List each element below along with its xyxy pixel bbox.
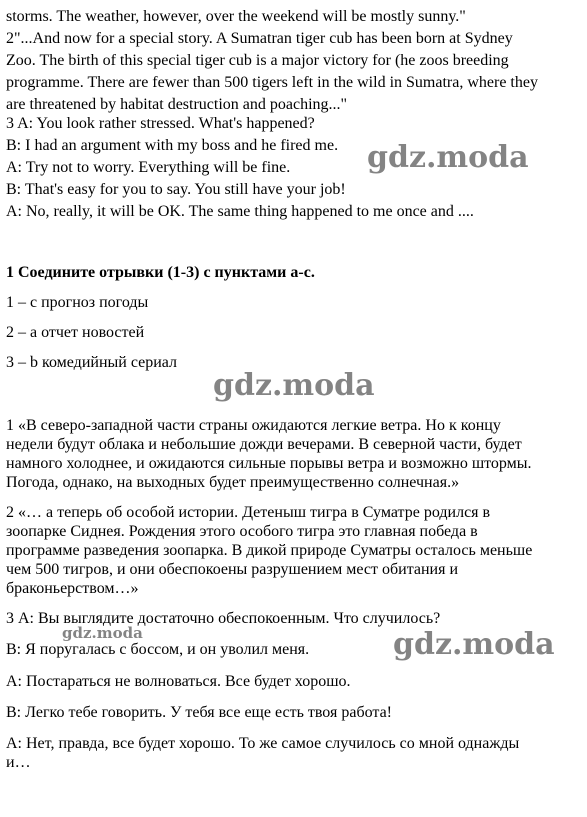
answer-line: 2 – а отчет новостей bbox=[6, 324, 145, 341]
translation-line: чем 500 тигров, и они обеспокоены разрушением мест обитания и bbox=[6, 561, 459, 578]
answer-line: 1 – с прогноз погоды bbox=[6, 294, 149, 311]
task-heading: 1 Соедините отрывки (1-3) с пунктами а-с. bbox=[6, 264, 315, 281]
translation-line: 2 «… а теперь об особой истории. Детеныш тигра в Суматре родился в bbox=[6, 504, 491, 521]
translation-dialogue-line: А: Нет, правда, все будет хорошо. То же самое случилось со мной однажды bbox=[6, 735, 520, 752]
translation-line: браконьерством…» bbox=[6, 580, 139, 597]
translation-line: программе разведения зоопарка. В дикой природе Суматры осталось меньше bbox=[6, 542, 533, 559]
english-line: storms. The weather, however, over the weekend will be mostly sunny." bbox=[6, 8, 466, 25]
watermark-logo: gdz.moda bbox=[213, 368, 375, 403]
dialogue-line: B: That's easy for you to say. You still have your job! bbox=[6, 181, 346, 198]
translation-line: намного холоднее, и ожидаются сильные порывы ветра и возможно штормы. bbox=[6, 455, 532, 472]
watermark-logo: gdz.moda bbox=[62, 624, 143, 642]
translation-dialogue-line: и… bbox=[6, 754, 31, 771]
translation-dialogue-line: В: Я поругалась с боссом, и он уволил меня. bbox=[6, 641, 310, 658]
dialogue-line: A: No, really, it will be OK. The same thing happened to me once and .... bbox=[6, 203, 474, 220]
dialogue-line: A: Try not to worry. Everything will be fine. bbox=[6, 159, 291, 176]
dialogue-line: 3 A: You look rather stressed. What's happened? bbox=[6, 115, 315, 132]
english-line: programme. There are fewer than 500 tigers left in the wild in Sumatra, where they bbox=[6, 74, 538, 91]
english-line: 2"...And now for a special story. A Sumatran tiger cub has been born at Sydney bbox=[6, 30, 513, 47]
translation-dialogue-line: 3 А: Вы выглядите достаточно обеспокоенным. Что случилось? bbox=[6, 610, 441, 627]
watermark-logo: gdz.moda bbox=[393, 627, 555, 662]
translation-dialogue-line: В: Легко тебе говорить. У тебя все еще есть твоя работа! bbox=[6, 704, 393, 721]
dialogue-line: B: I had an argument with my boss and he fired me. bbox=[6, 137, 339, 154]
translation-line: недели будут облака и небольшие дожди вечерами. В северной части, будет bbox=[6, 436, 522, 453]
translation-line: Погода, однако, на выходных будет преимущественно солнечная.» bbox=[6, 474, 460, 491]
english-line: are threatened by habitat destruction and poaching..." bbox=[6, 96, 348, 113]
translation-dialogue-line: А: Постараться не волноваться. Все будет хорошо. bbox=[6, 673, 351, 690]
answer-line: 3 – b комедийный сериал bbox=[6, 354, 177, 371]
translation-line: зоопарке Сиднея. Рождения этого особого тигра это главная победа в bbox=[6, 523, 478, 540]
translation-line: 1 «В северо-западной части страны ожидаются легкие ветра. Но к концу bbox=[6, 417, 501, 434]
english-line: Zoo. The birth of this special tiger cub is a major victory for (he zoos breeding bbox=[6, 52, 509, 69]
watermark-logo: gdz.moda bbox=[367, 140, 529, 175]
